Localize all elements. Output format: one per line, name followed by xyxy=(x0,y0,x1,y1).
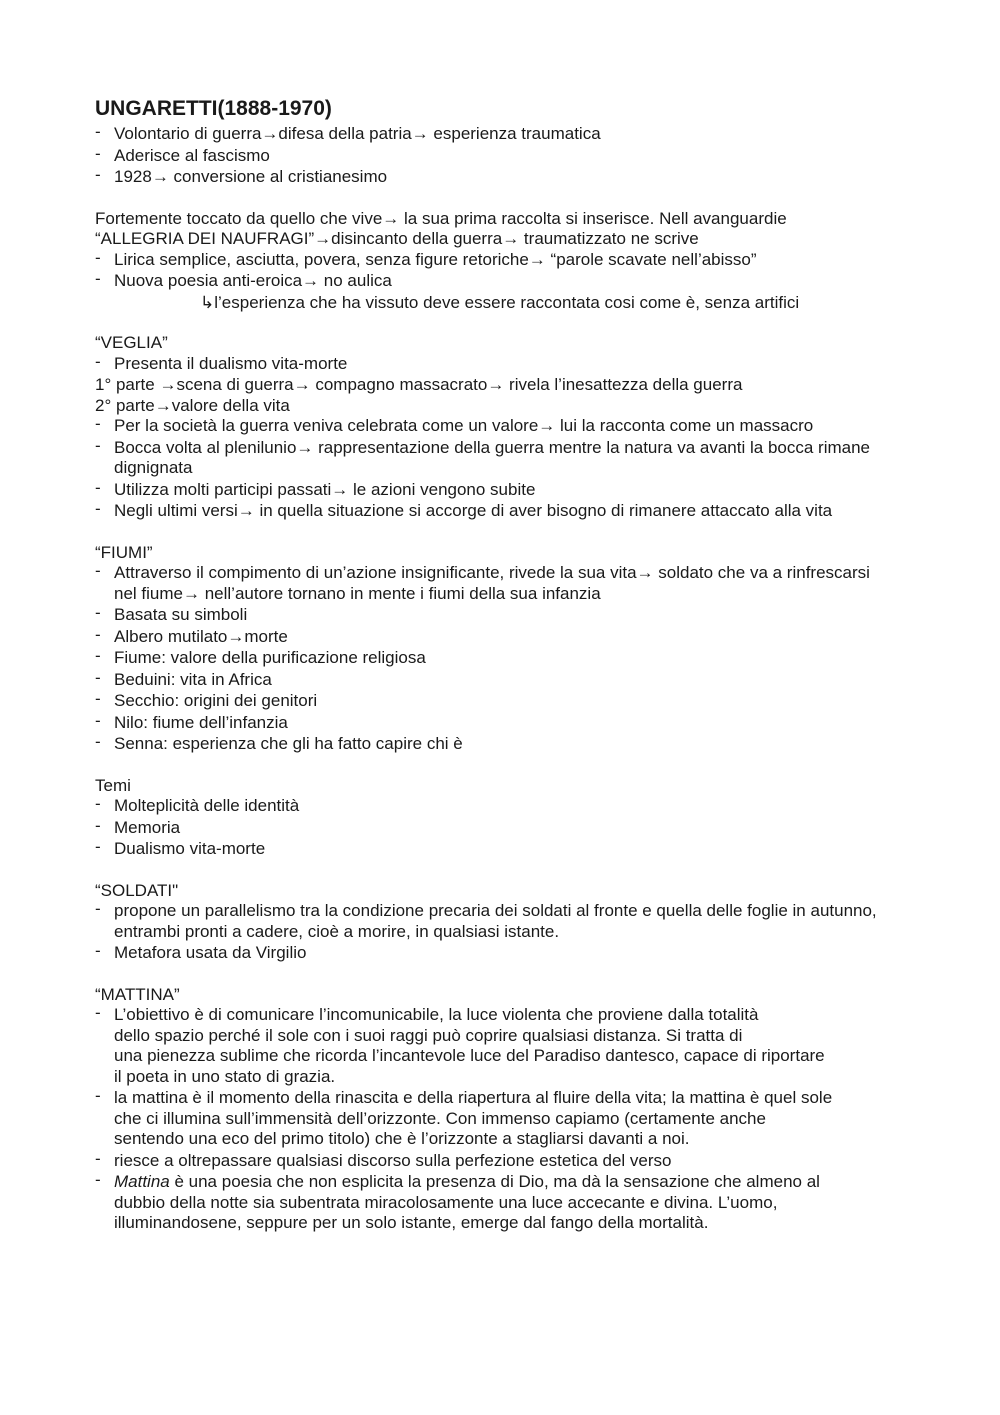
list-item xyxy=(95,124,915,145)
list-item-text: Secchio: origini dei genitori xyxy=(114,691,318,710)
dash-icon: - xyxy=(95,732,101,751)
list-item-text: propone un parallelismo tra la condizione precaria dei soldati al fronte e quella delle foglie in autunno, entrambi pronti a cadere, cioè a morire, in qualsiasi istante. xyxy=(114,901,877,941)
list-item xyxy=(95,710,915,734)
fiumi-heading: “FIUMI” xyxy=(95,542,153,562)
list-item-text: il poeta in uno stato di grazia. xyxy=(114,1066,336,1086)
dash-icon: - xyxy=(95,710,101,730)
dash-icon: - xyxy=(95,624,101,644)
list-item-text: Aderisce al fascismo xyxy=(114,145,270,165)
list-item xyxy=(95,605,915,626)
list-item xyxy=(95,477,915,501)
list-item-text: dello spazio perché il sole con i suoi raggi può coprire qualsiasi distanza. Si tratta di xyxy=(114,1025,743,1045)
list-item-text-rest: è una poesia che non esplicita la presenza di Dio, ma dà la sensazione che almeno al xyxy=(169,1172,820,1191)
dash-icon: - xyxy=(95,414,101,433)
list-item-text: Basata su simboli xyxy=(114,605,248,624)
list-item-text: Utilizza molti participi passati→ le azioni vengono subite xyxy=(114,479,536,499)
list-item-text: Nilo: fiume dell’infanzia xyxy=(114,712,288,732)
list-item xyxy=(95,901,914,942)
dash-icon: - xyxy=(95,247,101,267)
dash-icon: - xyxy=(95,1086,101,1105)
document-page xyxy=(95,96,915,1235)
list-item-text xyxy=(114,1172,915,1193)
list-item-text: sentendo una eco del primo titolo) che è l’orizzonte a stagliarsi davanti a noi. xyxy=(114,1129,690,1148)
dash-icon: - xyxy=(95,837,101,856)
list-item-text: una pienezza sublime che ricorda l’incantevole luce del Paradiso dantesco, capace di riportare xyxy=(114,1046,825,1065)
dash-icon: - xyxy=(95,815,101,835)
list-item-text: Nuova poesia anti-eroica→ no aulica xyxy=(114,271,392,290)
dash-icon: - xyxy=(95,165,101,184)
list-item-text: Lirica semplice, asciutta, povera, senza figure retoriche→ “parole scavate nell’abisso” xyxy=(114,249,757,269)
dash-icon: - xyxy=(95,477,101,497)
list-item-text: Molteplicità delle identità xyxy=(114,796,300,815)
list-item-text: Albero mutilato→morte xyxy=(114,626,288,646)
list-item xyxy=(95,271,915,292)
list-item-text: Memoria xyxy=(114,817,181,837)
list-item-text: Presenta il dualismo vita-morte xyxy=(114,353,348,373)
list-item-text: Volontario di guerra→difesa della patria→ esperienza traumatica xyxy=(114,124,601,143)
list-item xyxy=(95,1148,915,1172)
list-item xyxy=(95,143,915,167)
list-item-text: Per la società la guerra veniva celebrata come un valore→ lui la racconta come un massacro xyxy=(114,416,814,435)
soldati-heading: “SOLDATI" xyxy=(95,880,179,900)
list-item xyxy=(95,815,915,839)
dash-icon: - xyxy=(95,1003,101,1022)
veglia-heading: “VEGLIA” xyxy=(95,333,168,352)
list-item-text: L’obiettivo è di comunicare l’incomunicabile, la luce violenta che proviene dalla totalità xyxy=(114,1005,759,1024)
list-item xyxy=(95,416,915,437)
list-item xyxy=(95,839,915,860)
list-item-text: 1928→ conversione al cristianesimo xyxy=(114,167,388,186)
allegria-intro-line: Fortemente toccato da quello che vive→ la sua prima raccolta si inserisce. Nell avanguardie xyxy=(95,208,787,228)
veglia-part-2: 2° parte→valore della vita xyxy=(95,395,290,415)
list-item xyxy=(95,624,915,648)
dash-icon: - xyxy=(95,646,101,665)
dash-icon: - xyxy=(95,667,101,687)
dash-icon: - xyxy=(95,603,101,622)
list-item-text: Metafora usata da Virgilio xyxy=(114,943,307,962)
dash-icon: - xyxy=(95,1170,101,1189)
list-item xyxy=(95,167,915,188)
list-item xyxy=(95,1172,915,1234)
list-item xyxy=(95,1005,915,1087)
temi-heading: Temi xyxy=(95,775,131,795)
list-item xyxy=(95,247,915,271)
list-item-text: Bocca volta al plenilunio→ rappresentazione della guerra mentre la natura va avanti la bocca rimane dignignata xyxy=(114,437,870,477)
dash-icon: - xyxy=(95,899,101,918)
list-item-text: che ci illumina sull’immensità dell’orizzonte. Con immenso capiamo (certamente anche xyxy=(114,1108,766,1128)
dash-icon: - xyxy=(95,561,101,580)
list-item xyxy=(95,734,915,755)
dash-icon: - xyxy=(95,1148,101,1168)
list-item xyxy=(95,796,915,817)
list-item xyxy=(95,435,915,479)
list-item-text: Fiume: valore della purificazione religiosa xyxy=(114,648,426,667)
veglia-part-1: 1° parte →scena di guerra→ compagno massacrato→ rivela l’inesattezza della guerra xyxy=(95,375,743,394)
dash-icon: - xyxy=(95,435,101,455)
list-item-text: dubbio della notte sia subentrata miracolosamente una luce accecante e divina. L’uomo, xyxy=(114,1192,778,1212)
list-item-text: Dualismo vita-morte xyxy=(114,839,266,858)
list-item xyxy=(95,351,915,375)
page-title: UNGARETTI(1888-1970) xyxy=(95,97,332,120)
dash-icon: - xyxy=(95,499,101,518)
dash-icon: - xyxy=(95,269,101,288)
dash-icon: - xyxy=(95,941,101,960)
list-item xyxy=(95,1088,915,1150)
mattina-heading: “MATTINA” xyxy=(95,984,180,1004)
list-item xyxy=(95,563,874,604)
allegria-subline: ↳l’esperienza che ha vissuto deve essere raccontata cosi come è, senza artifici xyxy=(200,292,800,312)
list-item-text: illuminandosene, seppure per un solo istante, emerge dal fango della mortalità. xyxy=(114,1213,709,1232)
dash-icon: - xyxy=(95,351,101,371)
dash-icon: - xyxy=(95,143,101,163)
list-item-text: riesce a oltrepassare qualsiasi discorso sulla perfezione estetica del verso xyxy=(114,1150,672,1170)
list-item-text: Attraverso il compimento di un’azione insignificante, rivede la sua vita→ soldato che va a rinfrescarsi nel fiume→ nell’autore tornano in mente i fiumi della sua infanzia xyxy=(114,563,870,603)
dash-icon: - xyxy=(95,122,101,141)
list-item-text: Senna: esperienza che gli ha fatto capire chi è xyxy=(114,734,463,753)
list-item xyxy=(95,943,915,964)
list-item-text: Negli ultimi versi→ in quella situazione si accorge di aver bisogno di rimanere attaccato alla vita xyxy=(114,501,833,520)
allegria-title-line: “ALLEGRIA DEI NAUFRAGI”→disincanto della guerra→ traumatizzato ne scrive xyxy=(95,229,699,248)
dash-icon: - xyxy=(95,689,101,708)
list-item xyxy=(95,691,915,712)
poem-title-italic: Mattina xyxy=(114,1172,170,1191)
list-item-text: Beduini: vita in Africa xyxy=(114,669,272,689)
list-item xyxy=(95,648,915,669)
list-item xyxy=(95,667,915,691)
dash-icon: - xyxy=(95,794,101,813)
list-item xyxy=(95,501,915,522)
list-item-text: la mattina è il momento della rinascita e della riapertura al fluire della vita; la mattina è quel sole xyxy=(114,1088,833,1107)
